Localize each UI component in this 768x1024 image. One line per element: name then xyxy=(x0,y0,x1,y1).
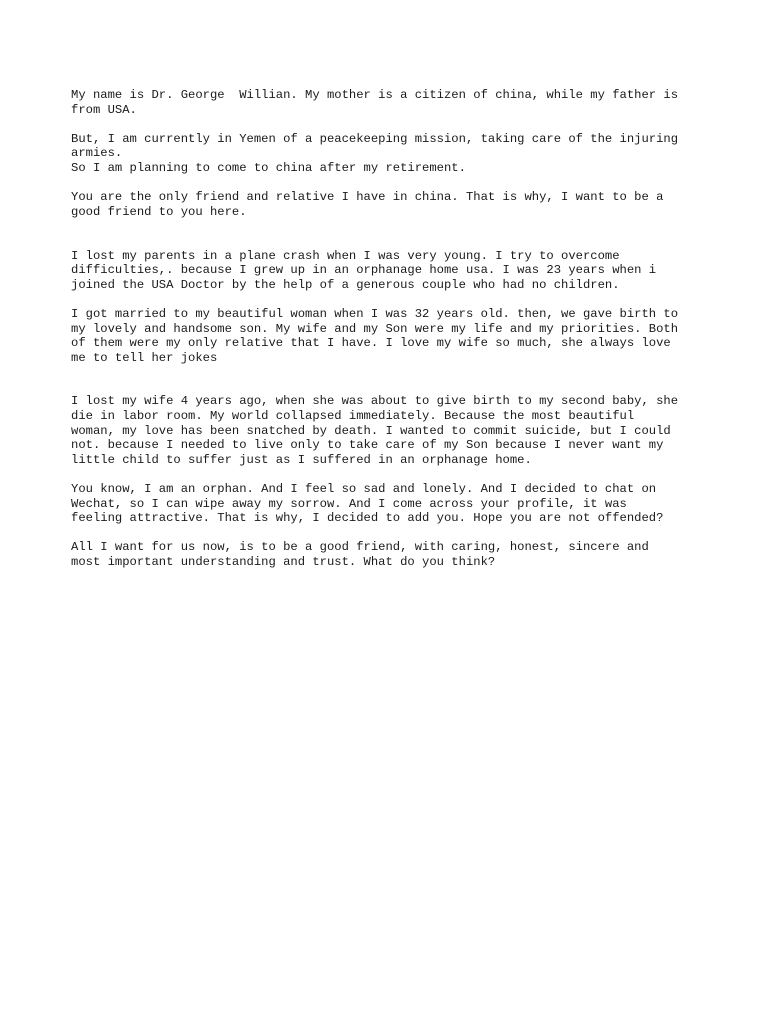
paragraph-orphan: You know, I am an orphan. And I feel so sad and lonely. And I decided to chat on Wechat, so I can wipe away my sorrow. And I come across your profile, it was feeling attractive. That is why, I decided to add you. Hope you are not offended? xyxy=(71,482,664,526)
paragraph-gap xyxy=(71,467,711,482)
paragraph-loss: I lost my wife 4 years ago, when she was about to give birth to my second baby, she die in labor room. My world collapsed immediately. Because the most beautiful woman, my love has been snatched by death. I wanted to commit suicide, but I could not. because I needed to live only to take care of my Son because I never want my little child to suffer just as I suffered in an orphanage home. xyxy=(71,394,679,467)
paragraph-gap xyxy=(71,219,711,248)
paragraph-parents: I lost my parents in a plane crash when I was very young. I try to overcome difficulties,. because I grew up in an orphanage home usa. I was 23 years when i joined the USA Doctor by the help of a generous couple who had no children. xyxy=(71,248,657,292)
paragraph-gap xyxy=(71,292,711,307)
paragraph-gap xyxy=(71,526,711,541)
paragraph-marriage: I got married to my beautiful woman when I was 32 years old. then, we gave birth to my lovely and handsome son. My wife and my Son were my life and my priorities. Both of them were my only relative that I have. I love my wife so much, she always love me to tell her jokes xyxy=(71,306,679,365)
letter-body xyxy=(71,88,711,570)
paragraph-closing: All I want for us now, is to be a good friend, with caring, honest, sincere and most important understanding and trust. What do you think? xyxy=(71,540,649,569)
paragraph-gap xyxy=(71,117,711,132)
paragraph-introduction: My name is Dr. George Willian. My mother is a citizen of china, while my father is from USA. xyxy=(71,88,679,117)
paragraph-gap xyxy=(71,176,711,191)
paragraph-gap xyxy=(71,365,711,394)
paragraph-friend: You are the only friend and relative I have in china. That is why, I want to be a good friend to you here. xyxy=(71,190,664,219)
paragraph-mission: But, I am currently in Yemen of a peacekeeping mission, taking care of the injuring armies. So I am planning to come to china after my retirement. xyxy=(71,131,679,175)
